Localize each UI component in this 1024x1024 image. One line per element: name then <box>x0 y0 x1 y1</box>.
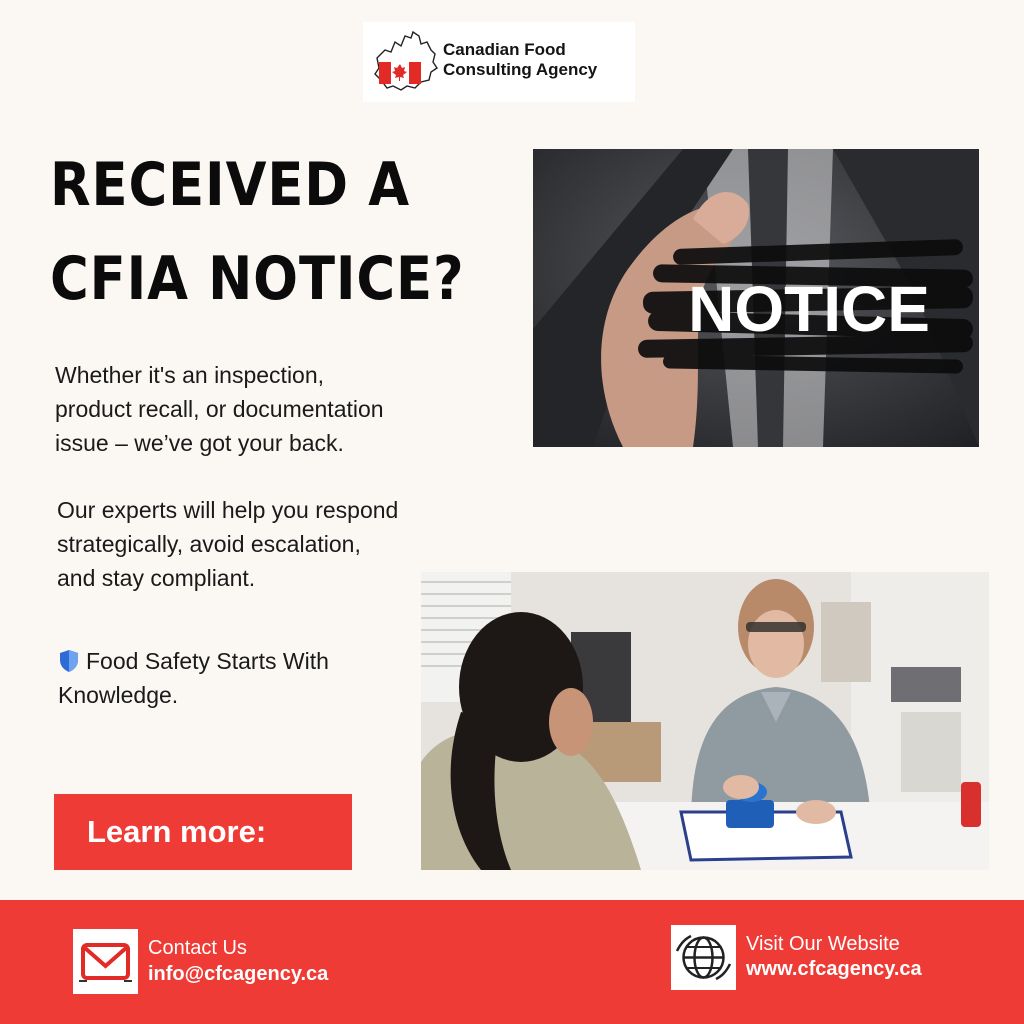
learn-more-button[interactable]: Learn more: <box>54 794 352 870</box>
headline-line-1: RECEIVED A <box>50 150 411 220</box>
mail-icon-box[interactable] <box>73 929 138 994</box>
notice-word: NOTICE <box>688 273 930 345</box>
brand-logo <box>363 22 635 102</box>
globe-icon <box>671 925 736 990</box>
office-photo <box>421 572 989 870</box>
mail-icon <box>73 929 138 994</box>
headline <box>50 138 465 326</box>
office-illustration <box>421 572 989 870</box>
contact-email-link[interactable]: info@cfcagency.ca <box>148 963 329 985</box>
globe-icon-box[interactable] <box>671 925 736 990</box>
headline-line-2: CFIA NOTICE? <box>50 244 465 314</box>
contact-label: Contact Us <box>148 937 247 959</box>
website-link[interactable]: www.cfcagency.ca <box>746 958 922 980</box>
canada-map-icon <box>371 28 441 94</box>
tagline: Food Safety Starts With Knowledge. <box>58 648 329 708</box>
notice-illustration <box>533 149 979 447</box>
shield-icon <box>58 649 80 673</box>
website-label: Visit Our Website <box>746 933 900 955</box>
brand-name: Canadian Food Consulting Agency <box>443 40 598 79</box>
notice-photo <box>533 149 979 447</box>
experts-paragraph: Our experts will help you respond strategically, avoid escalation, and stay compliant. <box>57 497 399 591</box>
intro-paragraph: Whether it's an inspection, product recall, or documentation issue – we’ve got your back. <box>55 362 384 456</box>
